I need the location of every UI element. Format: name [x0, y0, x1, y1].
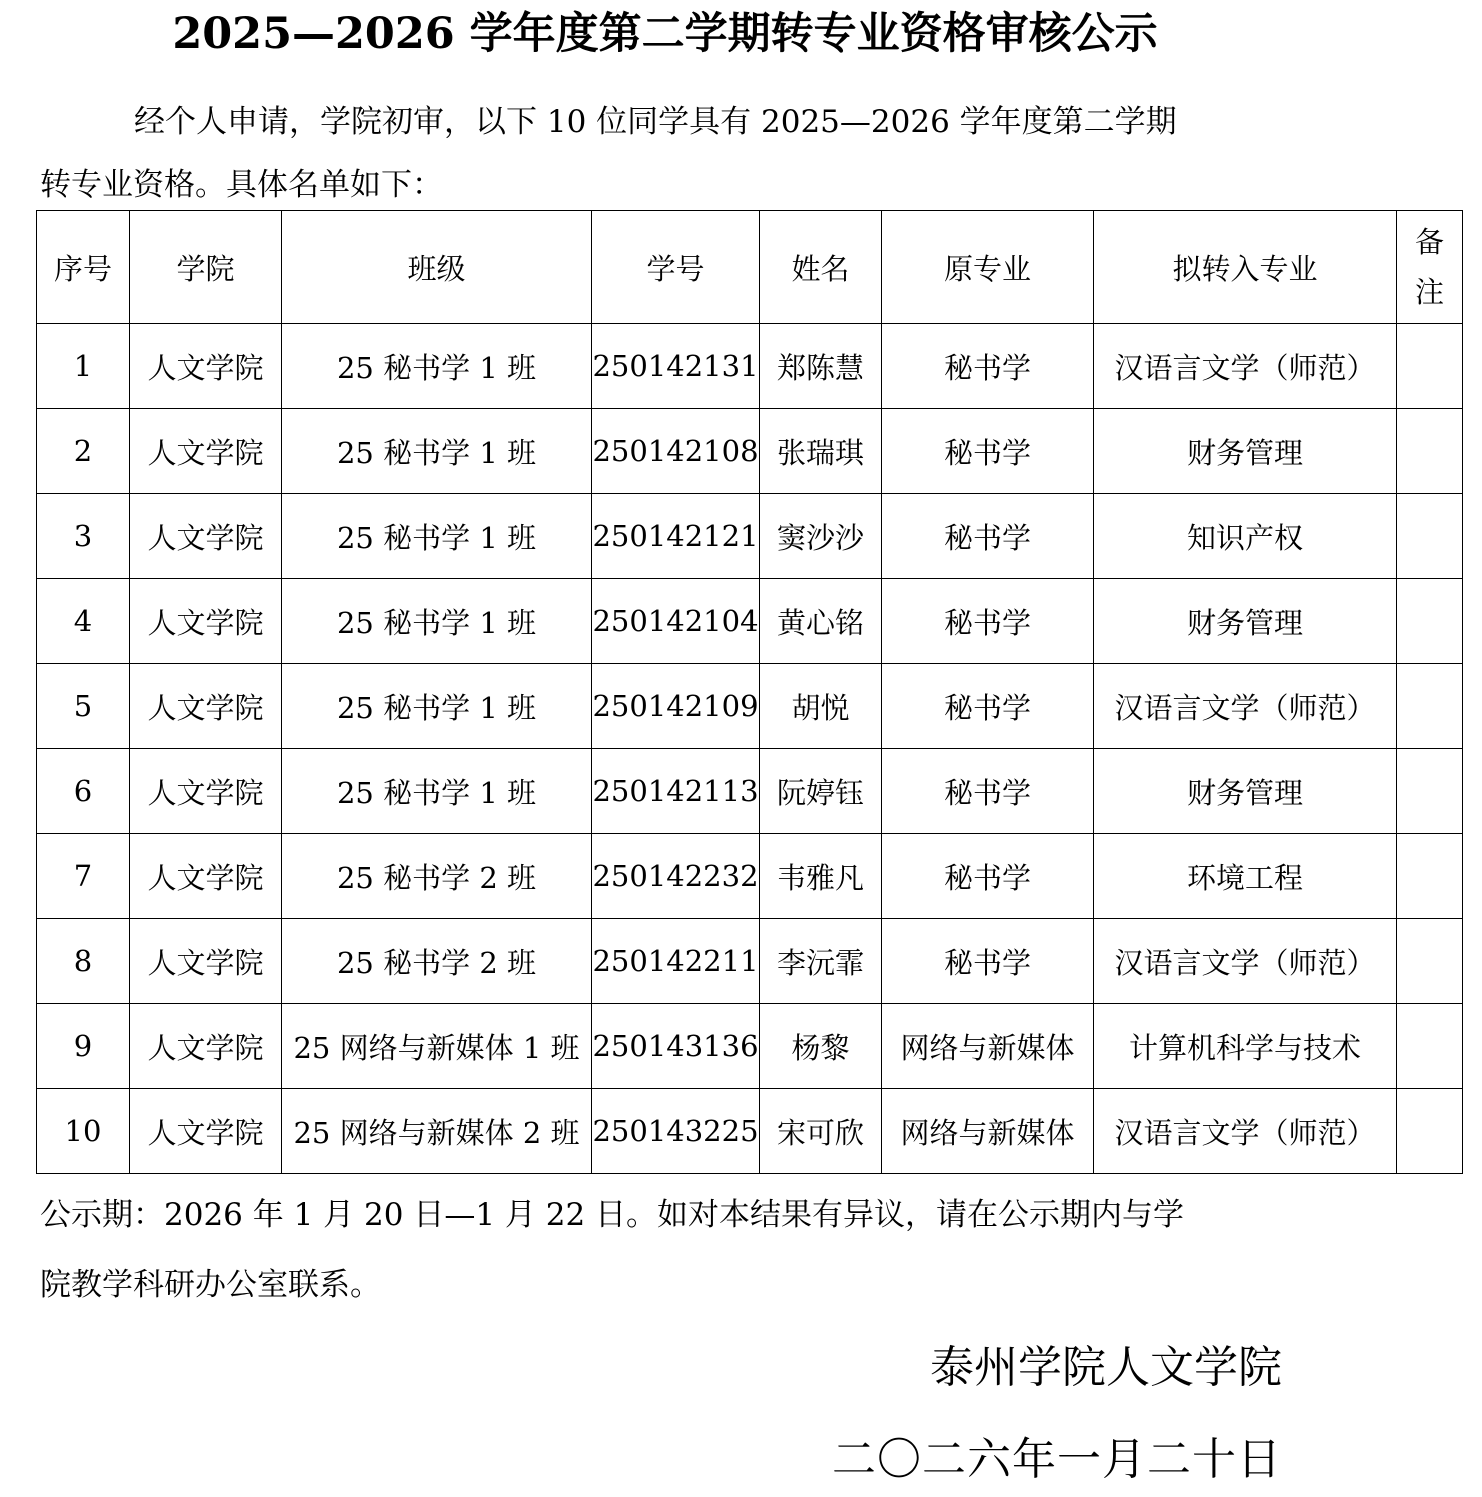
cell-class: 25 秘书学 1 班 [282, 324, 592, 409]
cell-target-major: 知识产权 [1094, 494, 1397, 579]
cell-student-id: 250142211 [592, 919, 760, 1004]
header-target-major: 拟转入专业 [1094, 211, 1397, 324]
cell-college: 人文学院 [130, 324, 282, 409]
cell-original-major: 秘书学 [882, 579, 1094, 664]
cell-target-major: 汉语言文学（师范） [1094, 324, 1397, 409]
cell-class: 25 秘书学 1 班 [282, 749, 592, 834]
header-original-major: 原专业 [882, 211, 1094, 324]
cell-class: 25 秘书学 2 班 [282, 919, 592, 1004]
cell-remark [1397, 834, 1463, 919]
header-student-id: 学号 [592, 211, 760, 324]
cell-class: 25 秘书学 1 班 [282, 579, 592, 664]
cell-original-major: 网络与新媒体 [882, 1089, 1094, 1174]
cell-name: 杨黎 [760, 1004, 882, 1089]
cell-index: 6 [37, 749, 130, 834]
cell-college: 人文学院 [130, 579, 282, 664]
cell-student-id: 250142131 [592, 324, 760, 409]
cell-index: 1 [37, 324, 130, 409]
cell-remark [1397, 494, 1463, 579]
table-row [37, 834, 1463, 919]
cell-college: 人文学院 [130, 834, 282, 919]
cell-student-id: 250142121 [592, 494, 760, 579]
notice-period-line-1: 公示期：2026 年 1 月 20 日—1 月 22 日。如对本结果有异议，请在公示期内与学 [40, 1197, 1185, 1233]
cell-name: 窦沙沙 [760, 494, 882, 579]
cell-index: 8 [37, 919, 130, 1004]
table-body [37, 324, 1463, 1174]
cell-remark [1397, 1089, 1463, 1174]
table-header-row [37, 211, 1463, 324]
cell-remark [1397, 1004, 1463, 1089]
cell-index: 10 [37, 1089, 130, 1174]
cell-college: 人文学院 [130, 409, 282, 494]
cell-remark [1397, 409, 1463, 494]
cell-remark [1397, 579, 1463, 664]
header-class: 班级 [282, 211, 592, 324]
cell-college: 人文学院 [130, 1004, 282, 1089]
cell-index: 5 [37, 664, 130, 749]
cell-class: 25 秘书学 2 班 [282, 834, 592, 919]
cell-student-id: 250143225 [592, 1089, 760, 1174]
cell-target-major: 汉语言文学（师范） [1094, 1089, 1397, 1174]
table-row [37, 1004, 1463, 1089]
cell-remark [1397, 749, 1463, 834]
cell-name: 郑陈慧 [760, 324, 882, 409]
cell-student-id: 250143136 [592, 1004, 760, 1089]
cell-original-major: 秘书学 [882, 494, 1094, 579]
header-index: 序号 [37, 211, 130, 324]
cell-target-major: 财务管理 [1094, 749, 1397, 834]
cell-remark [1397, 664, 1463, 749]
cell-college: 人文学院 [130, 919, 282, 1004]
cell-name: 张瑞琪 [760, 409, 882, 494]
cell-name: 阮婷钰 [760, 749, 882, 834]
cell-index: 7 [37, 834, 130, 919]
cell-original-major: 秘书学 [882, 324, 1094, 409]
cell-name: 胡悦 [760, 664, 882, 749]
cell-index: 3 [37, 494, 130, 579]
table-row [37, 919, 1463, 1004]
cell-class: 25 网络与新媒体 1 班 [282, 1004, 592, 1089]
table-row [37, 324, 1463, 409]
issue-date: 二〇二六年一月二十日 [832, 1434, 1282, 1485]
cell-original-major: 秘书学 [882, 664, 1094, 749]
table-row [37, 579, 1463, 664]
table-row [37, 749, 1463, 834]
cell-original-major: 秘书学 [882, 834, 1094, 919]
cell-target-major: 财务管理 [1094, 409, 1397, 494]
table-row [37, 1089, 1463, 1174]
intro-paragraph-line-2: 转专业资格。具体名单如下： [40, 167, 443, 203]
header-remark [1397, 211, 1463, 324]
cell-target-major: 汉语言文学（师范） [1094, 664, 1397, 749]
cell-college: 人文学院 [130, 1089, 282, 1174]
cell-student-id: 250142232 [592, 834, 760, 919]
cell-class: 25 秘书学 1 班 [282, 664, 592, 749]
notice-period-line-2: 院教学科研办公室联系。 [40, 1267, 381, 1303]
cell-original-major: 网络与新媒体 [882, 1004, 1094, 1089]
cell-name: 李沅霏 [760, 919, 882, 1004]
cell-class: 25 网络与新媒体 2 班 [282, 1089, 592, 1174]
cell-college: 人文学院 [130, 494, 282, 579]
cell-student-id: 250142109 [592, 664, 760, 749]
cell-index: 9 [37, 1004, 130, 1089]
cell-college: 人文学院 [130, 664, 282, 749]
header-name: 姓名 [760, 211, 882, 324]
header-remark-char-1: 备 [1414, 225, 1444, 259]
cell-student-id: 250142104 [592, 579, 760, 664]
intro-paragraph-line-1: 经个人申请，学院初审，以下 10 位同学具有 2025—2026 学年度第二学期 [134, 104, 1177, 140]
cell-student-id: 250142108 [592, 409, 760, 494]
cell-original-major: 秘书学 [882, 749, 1094, 834]
header-college: 学院 [130, 211, 282, 324]
cell-target-major: 环境工程 [1094, 834, 1397, 919]
issuing-organization: 泰州学院人文学院 [930, 1342, 1282, 1393]
cell-class: 25 秘书学 1 班 [282, 494, 592, 579]
cell-remark [1397, 919, 1463, 1004]
cell-index: 2 [37, 409, 130, 494]
cell-remark [1397, 324, 1463, 409]
table-row [37, 494, 1463, 579]
cell-name: 韦雅凡 [760, 834, 882, 919]
cell-college: 人文学院 [130, 749, 282, 834]
table-row [37, 664, 1463, 749]
header-remark-char-2: 注 [1414, 275, 1444, 309]
cell-student-id: 250142113 [592, 749, 760, 834]
cell-index: 4 [37, 579, 130, 664]
cell-target-major: 汉语言文学（师范） [1094, 919, 1397, 1004]
cell-target-major: 财务管理 [1094, 579, 1397, 664]
table-row [37, 409, 1463, 494]
cell-class: 25 秘书学 1 班 [282, 409, 592, 494]
cell-original-major: 秘书学 [882, 919, 1094, 1004]
cell-original-major: 秘书学 [882, 409, 1094, 494]
cell-name: 宋可欣 [760, 1089, 882, 1174]
cell-name: 黄心铭 [760, 579, 882, 664]
transfer-eligibility-table [36, 210, 1463, 1174]
cell-target-major: 计算机科学与技术 [1094, 1004, 1397, 1089]
page-title: 2025—2026 学年度第二学期转专业资格审核公示 [172, 9, 1158, 59]
